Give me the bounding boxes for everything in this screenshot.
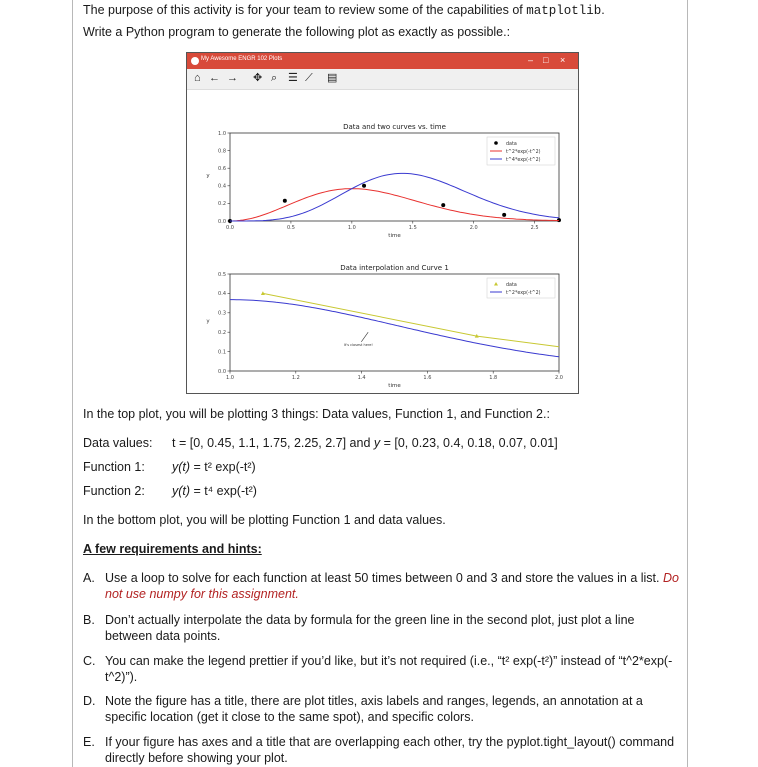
hint-label: B. [83,613,95,627]
hint-label: D. [83,694,96,708]
y-tick-label: 0.2 [218,201,226,208]
function-2-lhs: y(t) [172,484,191,498]
hint-label: E. [83,735,95,749]
subplots-icon[interactable]: ☰ [288,72,298,84]
data-values-text [172,435,558,451]
legend-label: t^4*exp(-t^2) [506,157,541,163]
hint-warning: Do not use numpy for this assignment. [105,571,679,601]
x-axis-label: time [388,383,401,389]
minimize-button[interactable]: – [528,55,534,65]
data-values-y-var: y [373,436,381,450]
function-2-rhs: = t⁴ exp(-t²) [190,484,257,498]
function-2-label: Function 2: [83,484,145,498]
plot-title: Data and two curves vs. time [343,123,446,131]
function-2-formula [172,483,257,499]
hint-body: Use a loop to solve for each function at least 50 times between 0 and 3 and store the values in a list. [105,571,663,585]
y-tick-label: 1.0 [218,130,226,137]
function-1-lhs: y(t) [172,460,191,474]
y-tick-label: 0.6 [218,166,226,172]
intro-line-1 [83,2,605,19]
legend-label: t^2*exp(-t^2) [506,290,541,296]
x-tick-label: 0.5 [286,225,295,231]
x-tick-label: 1.0 [226,375,234,381]
x-tick-label: 2.0 [469,225,478,231]
bottom-plot-note: In the bottom plot, you will be plotting Function 1 and data values. [83,513,446,527]
data-point [362,184,366,188]
intro-period: . [601,3,605,17]
data-point [283,199,287,203]
y-tick-label: 0.0 [218,368,226,375]
x-tick-label: 2.0 [555,375,563,381]
back-icon[interactable]: ← [209,72,220,84]
x-tick-label: 2.5 [530,225,539,231]
y-tick-label: 0.0 [218,218,226,225]
data-values-t: t = [0, 0.45, 1.1, 1.75, 2.25, 2.7] and [172,436,374,450]
legend-label: data [506,282,517,288]
legend-label: data [506,141,517,147]
close-button[interactable]: × [560,55,566,65]
series-line-t2expt2 [230,300,559,357]
hint-text: If your figure has axes and a title that are overlapping each other, try the pyplot.tight_layout() command directly before showing your plot. [105,735,675,765]
function-1-formula [172,459,256,475]
plot-title: Data interpolation and Curve 1 [340,264,449,272]
data-values-y: = [0, 0.23, 0.4, 0.18, 0.07, 0.01] [380,436,558,450]
y-axis-label: y [206,318,210,325]
edit-axis-icon[interactable]: ⟋ [305,72,313,84]
hints-heading: A few requirements and hints: [83,542,262,556]
data-point [502,213,506,217]
x-tick-label: 1.2 [291,375,300,381]
section-intro: In the top plot, you will be plotting 3 things: Data values, Function 1, and Function 2.: [83,407,550,421]
x-tick-label: 1.4 [357,375,366,381]
x-axis-label: time [388,233,401,239]
x-tick-label: 1.8 [489,375,498,381]
hint-text: You can make the legend prettier if you’d like, but it’s not required (i.e., “t² exp(-t²)” instead of “t^2*exp(-t^2)”). [105,654,673,684]
function-1-rhs: = t² exp(-t²) [190,460,256,474]
plot-toolbar [187,69,578,90]
hint-label: A. [83,571,95,585]
y-tick-label: 0.4 [218,291,226,298]
save-icon[interactable]: ▤ [327,72,338,84]
annotation-text: It's closest here! [343,342,373,347]
intro-line-2: Write a Python program to generate the following plot as exactly as possible.: [83,25,511,39]
app-icon [191,57,199,65]
intro-text: The purpose of this activity is for your team to review some of the capabilities of [83,3,523,17]
x-tick-label: 1.0 [347,225,356,231]
plots-canvas [187,89,578,393]
y-tick-label: 0.5 [218,271,226,278]
interpolation-line [263,293,559,346]
y-tick-label: 0.8 [218,148,226,155]
legend-marker [494,141,498,145]
y-tick-label: 0.2 [218,330,226,336]
legend-label: t^2*exp(-t^2) [506,149,541,155]
y-axis-label: y [206,173,210,179]
hint-text: Note the figure has a title, there are plot titles, axis labels and ranges, legends, an annotation at a specific location (get it close to the same spot), and specific colors. [105,694,643,724]
pan-icon[interactable]: ✥ [253,72,263,84]
zoom-icon[interactable]: ⌕ [271,72,278,84]
data-point [441,203,445,207]
hint-text [105,570,683,602]
function-1-label: Function 1: [83,460,145,474]
series-line-t4expt2 [230,173,559,221]
forward-icon[interactable]: → [227,72,238,84]
window-title: My Awesome ENGR 102 Plots [201,56,283,62]
home-icon[interactable]: ⌂ [194,72,201,84]
hint-text: Don’t actually interpolate the data by formula for the green line in the second plot, just plot a line between data points. [105,613,635,643]
y-tick-label: 0.1 [218,349,226,356]
data-marker [261,291,265,295]
y-tick-label: 0.4 [218,183,226,190]
maximize-button[interactable]: □ [543,55,549,65]
series-line-t2expt2 [230,189,559,221]
x-tick-label: 0.0 [226,225,234,231]
x-tick-label: 1.5 [408,225,417,231]
annotation-arrow [361,332,368,342]
inline-code: matplotlib [526,4,602,18]
window-titlebar [187,53,578,69]
data-values-label: Data values: [83,436,153,450]
figure-window [186,52,579,394]
x-tick-label: 1.6 [423,375,432,381]
hint-label: C. [83,654,96,668]
y-tick-label: 0.3 [218,310,226,317]
